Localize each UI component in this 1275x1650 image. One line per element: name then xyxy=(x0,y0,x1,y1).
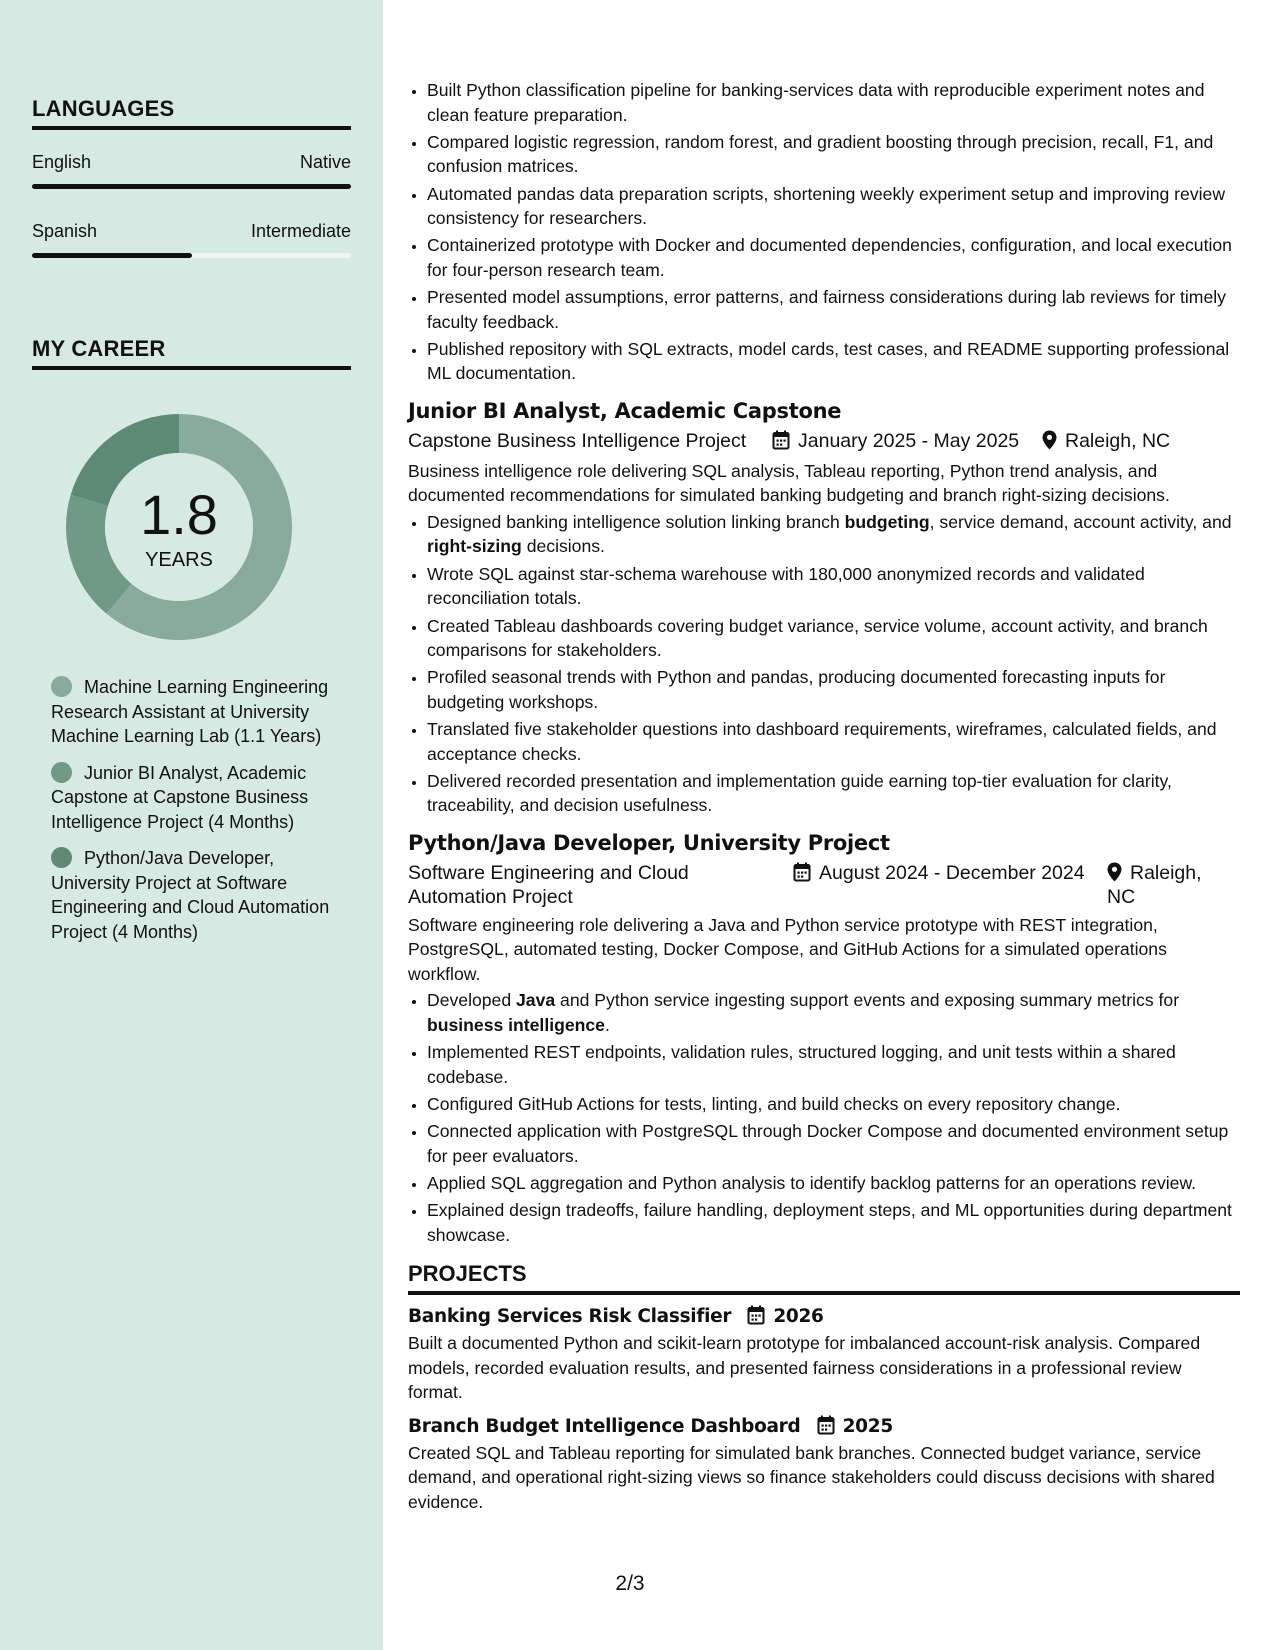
project-header xyxy=(408,1413,1240,1441)
career-legend-item xyxy=(51,846,331,944)
career-legend-label: Python/Java Developer, University Project at Software Engineering and Cloud Automation Project (4 Months) xyxy=(51,848,330,942)
career-legend xyxy=(51,675,331,956)
job-company: Capstone Business Intelligence Project xyxy=(408,429,747,452)
job-dates xyxy=(772,426,1019,456)
bullet-item: • Designed banking intelligence solution linking branch budgeting, service demand, account activity, and right-sizing decisions. xyxy=(427,510,1240,559)
job-title: Junior BI Analyst, Academic Capstone xyxy=(408,398,842,423)
project-description: Built a documented Python and scikit-learn prototype for imbalanced account-risk analysis. Compared models, recorded evaluation results, and presented fairness considerations in a professional review format. xyxy=(408,1333,1201,1403)
bullet-item: • Containerized prototype with Docker and documented dependencies, configuration, and local execution for four-person research team. xyxy=(427,233,1240,282)
previous-job-bullets xyxy=(408,78,1240,386)
career-legend-label: Machine Learning Engineering Research Assistant at University Machine Learning Lab (1.1 Years) xyxy=(51,677,329,746)
main-content xyxy=(408,78,1240,1522)
language-row-spanish xyxy=(32,221,351,245)
bullet-item: • Compared logistic regression, random forest, and gradient boosting through precision, recall, F1, and confusion matrices. xyxy=(427,130,1240,179)
career-legend-item xyxy=(51,761,331,835)
bullet-item: • Implemented REST endpoints, validation rules, structured logging, and unit tests within a shared codebase. xyxy=(427,1040,1240,1089)
bullet-item: • Connected application with PostgreSQL through Docker Compose and documented environment setup for peer evaluators. xyxy=(427,1119,1240,1168)
bold-keyword: right-sizing xyxy=(427,536,522,557)
job-company: Software Engineering and Cloud Automation Project xyxy=(408,861,689,908)
project-header xyxy=(408,1303,1240,1331)
job-dates-text: January 2025 - May 2025 xyxy=(798,429,1020,452)
bullet-item: • Built Python classification pipeline for banking-services data with reproducible experiment notes and clean feature preparation. xyxy=(427,78,1240,127)
bullet-item: • Published repository with SQL extracts, model cards, test cases, and README supporting professional ML documentation. xyxy=(427,337,1240,386)
career-total-unit: YEARS xyxy=(145,549,213,571)
job-bullets xyxy=(408,988,1240,1247)
bullet-item: • Developed Java and Python service ingesting support events and exposing summary metrics for business intelligence. xyxy=(427,988,1240,1037)
project-year: 2026 xyxy=(773,1306,824,1328)
job-location xyxy=(1042,426,1170,456)
language-name: Spanish xyxy=(32,221,98,241)
job-dates xyxy=(793,861,1085,885)
projects-heading-rule xyxy=(408,1291,1240,1295)
job-entry xyxy=(408,396,1240,818)
career-heading-rule xyxy=(32,366,351,370)
location-pin-icon xyxy=(1107,862,1122,882)
project-entry xyxy=(408,1413,1240,1515)
legend-dot-icon xyxy=(51,762,72,783)
language-level: Intermediate xyxy=(250,221,351,241)
legend-dot-icon xyxy=(51,847,72,868)
job-entry xyxy=(408,828,1240,1247)
job-description: Software engineering role delivering a Java and Python service prototype with REST integration, PostgreSQL, automated testing, Docker Compose, and GitHub Actions for a simulated operations workflow. xyxy=(408,914,1167,984)
bold-keyword: business intelligence xyxy=(427,1014,605,1035)
bullet-item: • Explained design tradeoffs, failure handling, deployment steps, and ML opportunities during department showcase. xyxy=(427,1198,1240,1247)
career-legend-label: Junior BI Analyst, Academic Capstone at Capstone Business Intelligence Project (4 Months) xyxy=(51,762,309,832)
bullet-item: • Presented model assumptions, error patterns, and fairness considerations during lab reviews for timely faculty feedback. xyxy=(427,285,1240,334)
bold-keyword: budgeting xyxy=(844,511,930,532)
job-location-text: Raleigh, NC xyxy=(1107,861,1202,908)
calendar-icon xyxy=(772,430,790,450)
project-entry xyxy=(408,1303,1240,1405)
bullet-item: • Profiled seasonal trends with Python and pandas, producing documented forecasting inputs for budgeting workshops. xyxy=(427,665,1240,714)
bullet-item: • Wrote SQL against star-schema warehouse with 180,000 anonymized records and validated reconciliation totals. xyxy=(427,562,1240,611)
job-dates-text: August 2024 - December 2024 xyxy=(819,861,1085,884)
job-meta xyxy=(408,858,1240,910)
career-heading: MY CAREER xyxy=(32,336,166,361)
location-pin-icon xyxy=(1042,430,1057,450)
bullet-item: • Delivered recorded presentation and implementation guide earning top-tier evaluation for clarity, traceability, and decision usefulness. xyxy=(427,769,1240,818)
calendar-icon xyxy=(793,862,811,882)
job-location xyxy=(1107,861,1217,909)
language-bar-spanish xyxy=(32,253,351,258)
project-year: 2025 xyxy=(842,1415,893,1437)
legend-dot-icon xyxy=(51,676,72,697)
bullet-item: • Automated pandas data preparation scripts, shortening weekly experiment setup and improving review consistency for researchers. xyxy=(427,182,1240,231)
calendar-icon xyxy=(817,1415,835,1435)
project-description: Created SQL and Tableau reporting for simulated bank branches. Connected budget variance, service demand, and operational right-sizing views so finance stakeholders could discuss decisions with shared evidence. xyxy=(408,1442,1215,1512)
project-name: Branch Budget Intelligence Dashboard xyxy=(408,1415,801,1437)
project-name: Banking Services Risk Classifier xyxy=(408,1306,732,1328)
job-meta xyxy=(408,426,1240,456)
projects-heading: PROJECTS xyxy=(408,1261,527,1287)
page-number: 2/3 xyxy=(615,1572,645,1595)
job-bullets xyxy=(408,510,1240,818)
language-bar-fill xyxy=(32,253,192,258)
bullet-item: • Translated five stakeholder questions into dashboard requirements, wireframes, calculated fields, and acceptance checks. xyxy=(427,717,1240,766)
languages-heading-rule xyxy=(32,126,351,130)
bullet-item: • Created Tableau dashboards covering budget variance, service volume, account activity, and branch comparisons for stakeholders. xyxy=(427,614,1240,663)
language-level: Native xyxy=(299,152,351,172)
languages-heading: LANGUAGES xyxy=(32,96,175,121)
bold-keyword: Java xyxy=(516,990,556,1011)
career-legend-item xyxy=(51,675,331,749)
language-bar-fill xyxy=(32,184,351,189)
job-location-text: Raleigh, NC xyxy=(1065,429,1171,452)
job-title: Python/Java Developer, University Project xyxy=(408,830,890,855)
sidebar xyxy=(0,0,383,1650)
bullet-item: • Applied SQL aggregation and Python analysis to identify backlog patterns for an operations review. xyxy=(427,1171,1240,1196)
language-row-english xyxy=(32,152,351,176)
language-name: English xyxy=(32,152,92,172)
bullet-item: • Configured GitHub Actions for tests, linting, and build checks on every repository change. xyxy=(427,1092,1240,1117)
career-total-value: 1.8 xyxy=(140,483,218,546)
calendar-icon xyxy=(747,1305,765,1325)
job-description: Business intelligence role delivering SQL analysis, Tableau reporting, Python trend analysis, and documented recommendations for simulated banking budgeting and branch right-sizing decisions. xyxy=(408,460,1170,506)
language-bar-english xyxy=(32,184,351,189)
